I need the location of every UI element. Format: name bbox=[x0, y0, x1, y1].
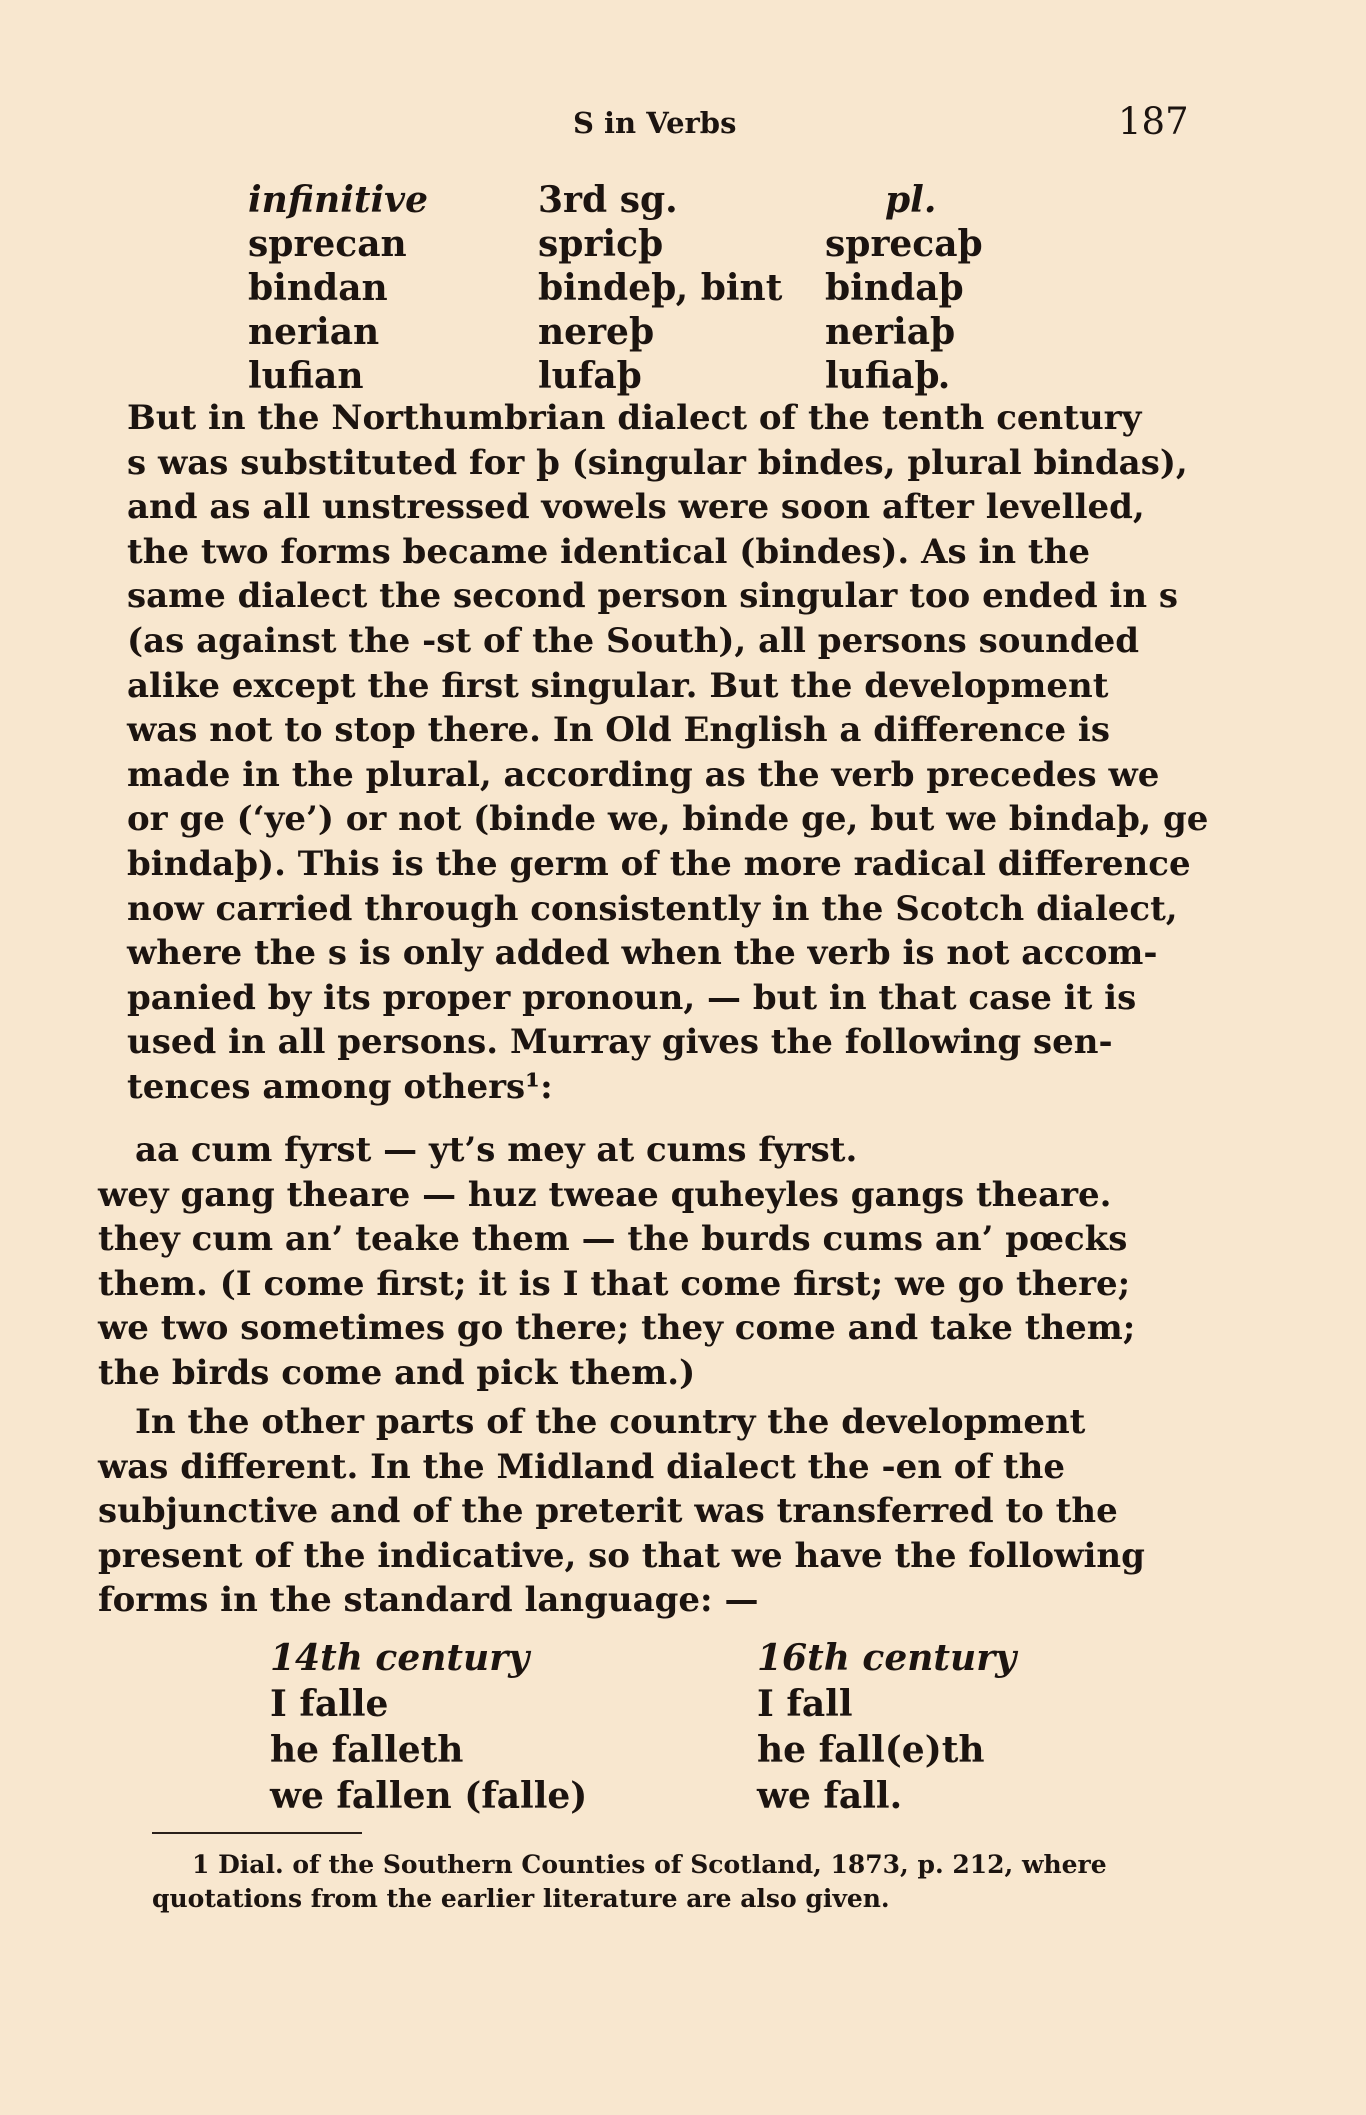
paradigm-row bbox=[248, 222, 1085, 266]
verb-paradigm-table bbox=[248, 178, 1085, 398]
paradigm-cell: lufiaþ. bbox=[825, 355, 951, 397]
text-line: made in the plural, according as the verb precedes we bbox=[127, 754, 1160, 795]
paradigm-cell: sprecaþ bbox=[825, 223, 983, 265]
footnote-line: quotations from the earlier literature are also given. bbox=[152, 1884, 890, 1913]
century-header-row bbox=[270, 1635, 1057, 1681]
text-line: In the other parts of the country the development bbox=[135, 1402, 1086, 1442]
footnote-divider bbox=[152, 1832, 362, 1834]
century-row bbox=[270, 1681, 1057, 1727]
paradigm-header: pl. bbox=[885, 179, 937, 221]
text-line: used in all persons. Murray gives the following sen- bbox=[127, 1022, 1113, 1063]
footnote-line: 1 Dial. of the Southern Counties of Scotland, 1873, p. 212, where bbox=[192, 1850, 1107, 1879]
paradigm-header-row bbox=[248, 178, 1085, 222]
paradigm-cell: nereþ bbox=[538, 311, 655, 353]
century-row bbox=[270, 1773, 1057, 1819]
paradigm-header: infinitive bbox=[248, 179, 428, 221]
footnote bbox=[152, 1848, 1212, 1916]
century-cell: we fallen (falle) bbox=[270, 1775, 588, 1817]
text-line: But in the Northumbrian dialect of the tenth century bbox=[127, 398, 1142, 438]
paradigm-row bbox=[248, 354, 1085, 398]
paradigm-cell: spricþ bbox=[538, 223, 664, 265]
text-line: was not to stop there. In Old English a difference is bbox=[127, 710, 1110, 751]
text-line: (as against the -st of the South), all persons sounded bbox=[127, 620, 1140, 661]
page-header bbox=[0, 100, 1366, 150]
text-line: or ge (‘ye’) or not (binde we, binde ge, but we bindaþ, ge bbox=[127, 799, 1209, 840]
text-line: bindaþ). This is the germ of the more radical difference bbox=[127, 843, 1191, 884]
paradigm-cell: bindaþ bbox=[825, 267, 964, 309]
paradigm-cell: bindeþ, bint bbox=[538, 267, 783, 309]
page-number: 187 bbox=[1118, 100, 1189, 143]
text-line: and as all unstressed vowels were soon after levelled, bbox=[127, 487, 1145, 528]
century-cell: we fall. bbox=[757, 1775, 903, 1817]
paradigm-cell: neriaþ bbox=[825, 311, 956, 353]
text-line: the two forms became identical (bindes). As in the bbox=[127, 531, 1090, 572]
example-sentences bbox=[98, 1128, 1195, 1396]
century-comparison-table bbox=[270, 1635, 1057, 1819]
text-line: subjunctive and of the preterit was transferred to the bbox=[98, 1491, 1118, 1532]
paradigm-cell: nerian bbox=[248, 311, 380, 353]
text-line: same dialect the second person singular too ended in s bbox=[127, 576, 1179, 617]
text-line: present of the indicative, so that we have the following bbox=[98, 1535, 1145, 1576]
example-line: we two sometimes go there; they come and take them; bbox=[98, 1308, 1136, 1349]
century-header: 16th century bbox=[757, 1637, 1017, 1679]
text-line: tences among others¹: bbox=[127, 1066, 553, 1107]
paradigm-cell: lufian bbox=[248, 355, 364, 397]
paradigm-header: 3rd sg. bbox=[538, 179, 678, 221]
century-header: 14th century bbox=[270, 1637, 530, 1679]
paradigm-cell: lufaþ bbox=[538, 355, 642, 397]
century-cell: he fall(e)th bbox=[757, 1729, 985, 1771]
example-line: aa cum fyrst — yt’s mey at cums fyrst. bbox=[135, 1130, 858, 1170]
running-head: S in Verbs bbox=[573, 106, 737, 140]
body-paragraph bbox=[127, 396, 1209, 1110]
century-cell: I falle bbox=[270, 1683, 389, 1725]
text-line: now carried through consistently in the Scotch dialect, bbox=[127, 888, 1178, 929]
paradigm-row bbox=[248, 310, 1085, 354]
paradigm-cell: sprecan bbox=[248, 223, 407, 265]
example-line: them. (I come first; it is I that come first; we go there; bbox=[98, 1263, 1131, 1304]
text-line: panied by its proper pronoun, — but in that case it is bbox=[127, 977, 1137, 1018]
text-line: s was substituted for þ (singular bindes, plural bindas), bbox=[127, 442, 1188, 483]
text-line: alike except the first singular. But the development bbox=[127, 665, 1109, 706]
example-line: they cum an’ teake them — the burds cums an’ pœcks bbox=[98, 1219, 1128, 1260]
text-line: was different. In the Midland dialect the -en of the bbox=[98, 1446, 1066, 1487]
text-line: forms in the standard language: — bbox=[98, 1580, 759, 1621]
century-cell: I fall bbox=[757, 1683, 853, 1725]
text-line: where the s is only added when the verb is not accom- bbox=[127, 933, 1158, 974]
paradigm-row bbox=[248, 266, 1085, 310]
example-line: wey gang theare — huz tweae quheyles gangs theare. bbox=[98, 1174, 1112, 1215]
century-cell: he falleth bbox=[270, 1729, 464, 1771]
paradigm-cell: bindan bbox=[248, 267, 388, 309]
example-line: the birds come and pick them.) bbox=[98, 1352, 696, 1393]
century-row bbox=[270, 1727, 1057, 1773]
body-paragraph bbox=[98, 1400, 1195, 1623]
